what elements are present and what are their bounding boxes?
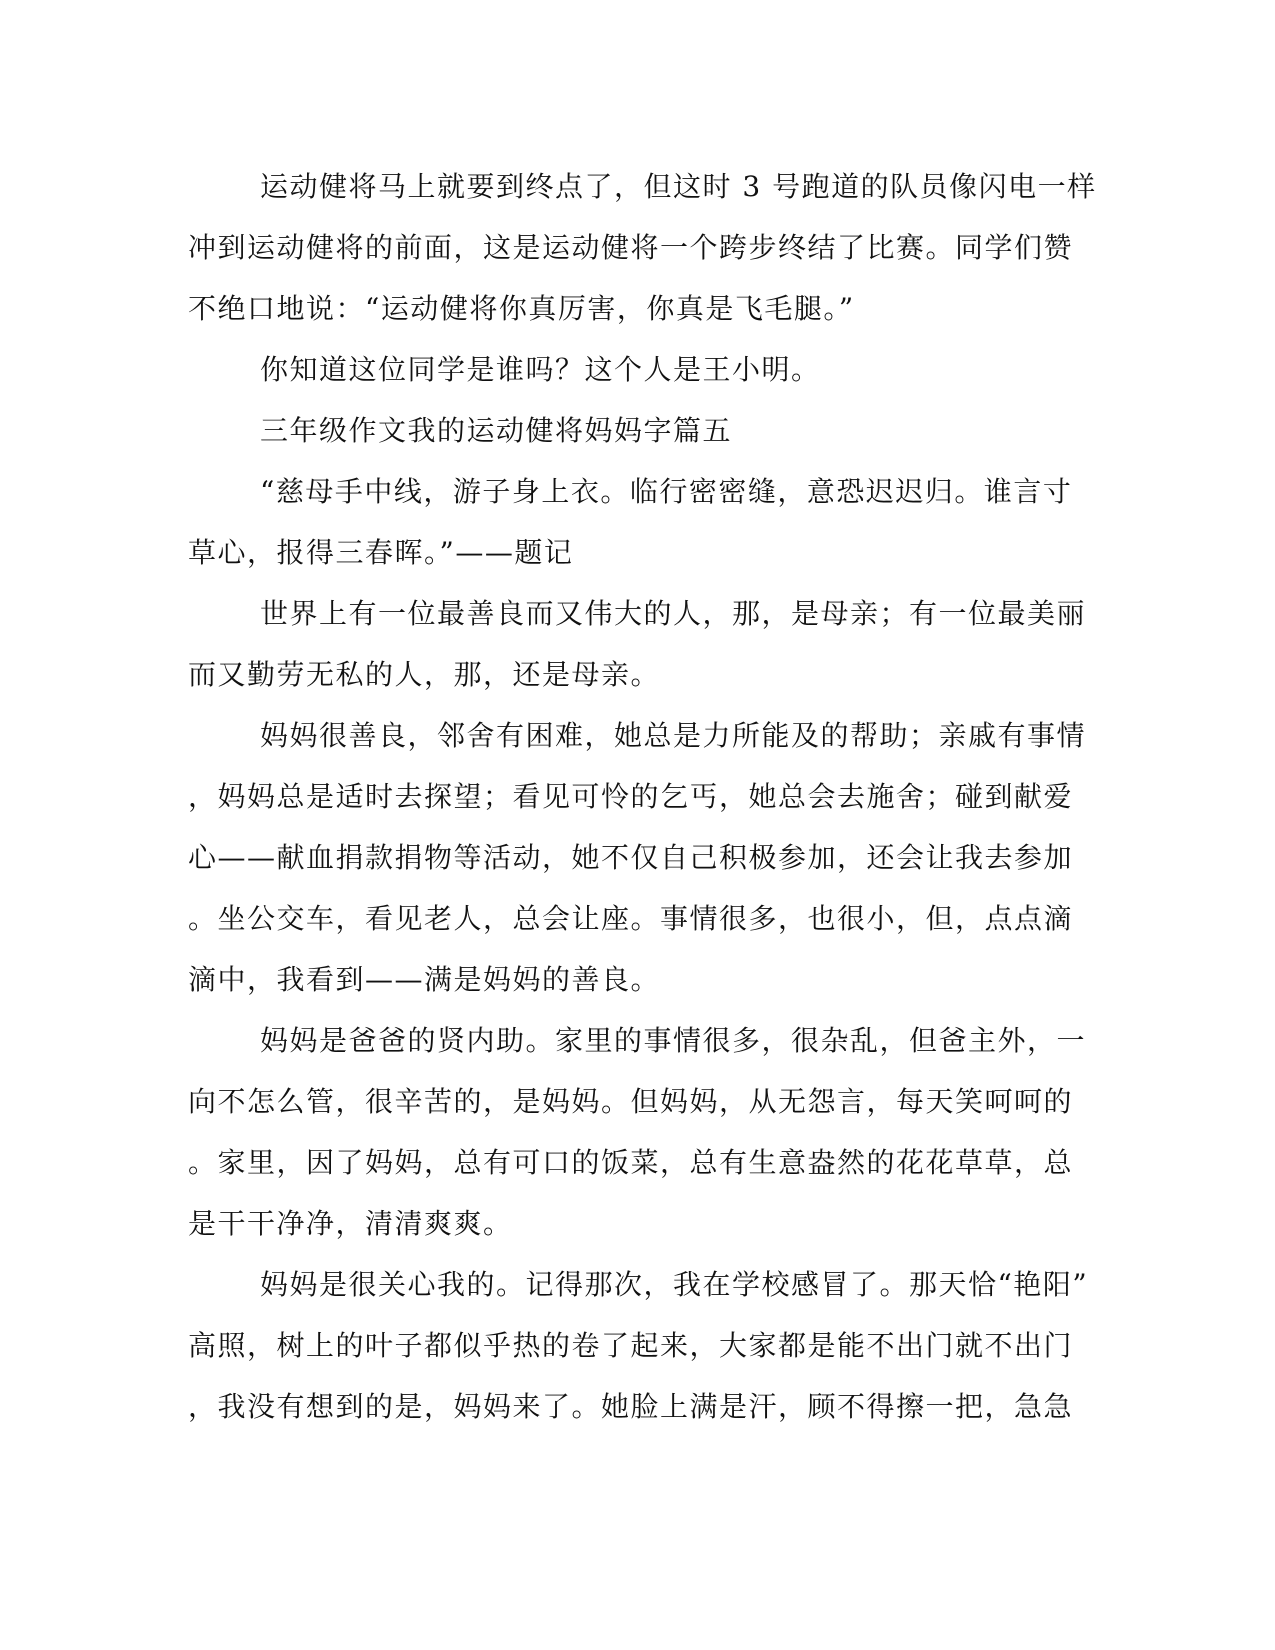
document-body — [188, 156, 1097, 1437]
text-line: 心——献血捐款捐物等活动，她不仅自己积极参加，还会让我去参加 — [188, 841, 1074, 874]
text-line: 妈妈是爸爸的贤内助。家里的事情很多，很杂乱，但爸主外，一 — [260, 1024, 1087, 1057]
text-line: 高照，树上的叶子都似乎热的卷了起来，大家都是能不出门就不出门 — [188, 1329, 1074, 1362]
text-line: 不绝口地说：“运动健将你真厉害，你真是飞毛腿。” — [188, 292, 855, 325]
text-line: 。家里，因了妈妈，总有可口的饭菜，总有生意盎然的花花草草，总 — [188, 1146, 1074, 1179]
text-line: 你知道这位同学是谁吗？这个人是王小明。 — [260, 353, 821, 386]
text-line: ，妈妈总是适时去探望；看见可怜的乞丐，她总会去施舍；碰到献爱 — [188, 780, 1074, 813]
text-line: 世界上有一位最善良而又伟大的人，那，是母亲；有一位最美丽 — [260, 597, 1087, 630]
text-line: “慈母手中线，游子身上衣。临行密密缝，意恐迟迟归。谁言寸 — [260, 475, 1073, 508]
text-line: 而又勤劳无私的人，那，还是母亲。 — [188, 658, 661, 691]
text-line: 妈妈是很关心我的。记得那次，我在学校感冒了。那天恰“艳阳” — [260, 1268, 1089, 1301]
text-line: 草心，报得三春晖。”——题记 — [188, 536, 574, 569]
section-heading: 三年级作文我的运动健将妈妈字篇五 — [260, 414, 733, 447]
text-line: 冲到运动健将的前面，这是运动健将一个跨步终结了比赛。同学们赞 — [188, 231, 1074, 264]
text-line: 滴中，我看到——满是妈妈的善良。 — [188, 963, 661, 996]
text-line: 妈妈很善良，邻舍有困难，她总是力所能及的帮助；亲戚有事情 — [260, 719, 1087, 752]
text-line: 。坐公交车，看见老人，总会让座。事情很多，也很小，但，点点滴 — [188, 902, 1074, 935]
text-line: 向不怎么管，很辛苦的，是妈妈。但妈妈，从无怨言，每天笑呵呵的 — [188, 1085, 1074, 1118]
text-line: 运动健将马上就要到终点了，但这时 3 号跑道的队员像闪电一样 — [260, 170, 1097, 203]
text-line: 是干干净净，清清爽爽。 — [188, 1207, 513, 1240]
text-line: ，我没有想到的是，妈妈来了。她脸上满是汗，顾不得擦一把，急急 — [188, 1390, 1074, 1423]
